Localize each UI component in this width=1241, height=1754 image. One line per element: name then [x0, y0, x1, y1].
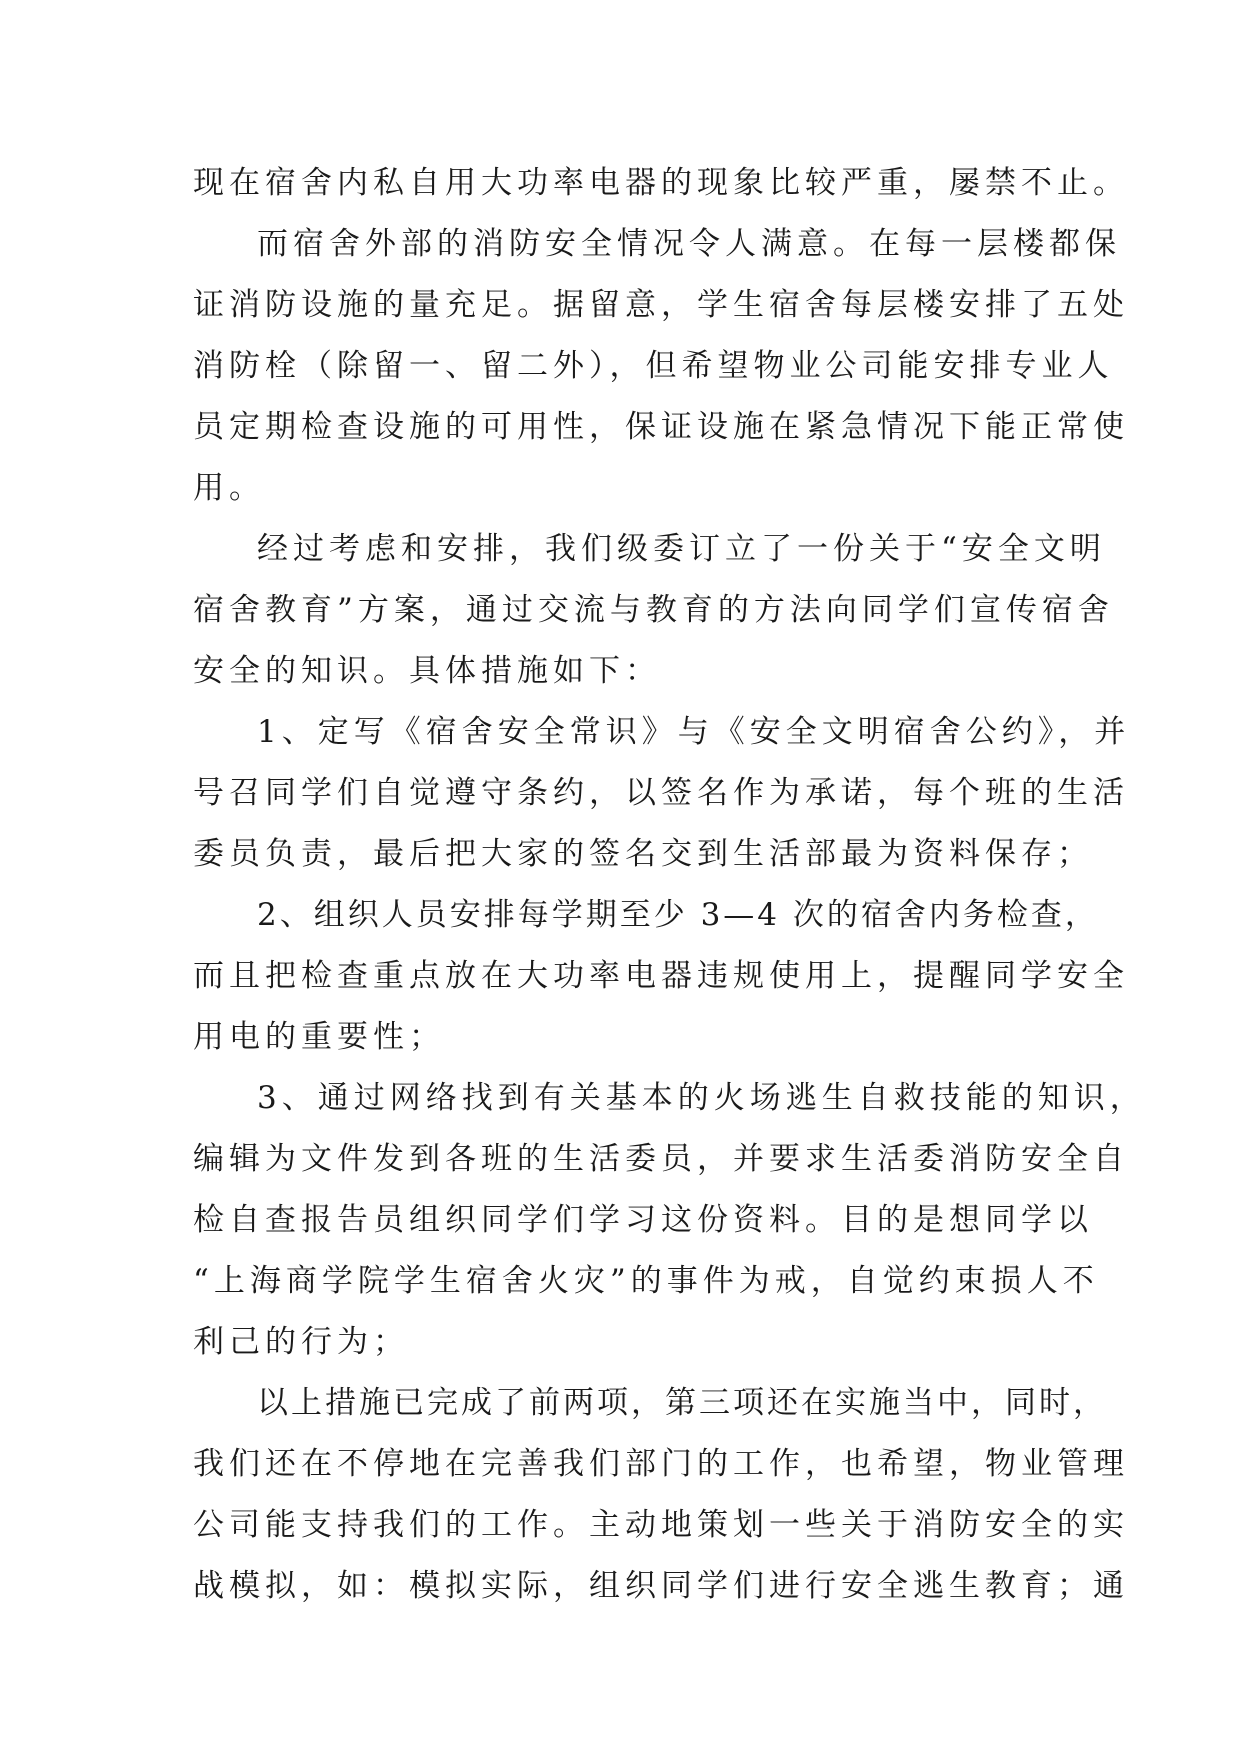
paragraph-first-line: 经过考虑和安排，我们级委订立了一份关于“安全文明: [257, 531, 1106, 567]
paragraph-first-line: 而宿舍外部的消防安全情况令人满意。在每一层楼都保: [257, 226, 1121, 262]
text-line: 员定期检查设施的可用性，保证设施在紧急情况下能正常使: [193, 409, 1129, 445]
text-line: 而且把检查重点放在大功率电器违规使用上，提醒同学安全: [193, 958, 1129, 994]
text-line: 检自查报告员组织同学们学习这份资料。目的是想同学以: [193, 1202, 1093, 1238]
text-line: 宿舍教育”方案，通过交流与教育的方法向同学们宣传宿舍: [193, 592, 1114, 628]
paragraph-first-line: 以上措施已完成了前两项，第三项还在实施当中，同时，: [257, 1385, 1107, 1421]
text-line: 现在宿舍内私自用大功率电器的现象比较严重，屡禁不止。: [193, 165, 1129, 201]
text-line: 编辑为文件发到各班的生活委员，并要求生活委消防安全自: [193, 1141, 1129, 1177]
list-item-3-first-line: 3、通过网络找到有关基本的火场逃生自救技能的知识，: [257, 1080, 1146, 1116]
paragraph-last-line: 利己的行为；: [193, 1324, 409, 1360]
paragraph-last-line: 安全的知识。具体措施如下：: [193, 653, 661, 689]
text-line: “上海商学院学生宿舍火灾”的事件为戒，自觉约束损人不: [193, 1263, 1099, 1299]
text-line: 我们还在不停地在完善我们部门的工作，也希望，物业管理: [193, 1446, 1129, 1482]
text-line: 号召同学们自觉遵守条约，以签名作为承诺，每个班的生活: [193, 775, 1129, 811]
paragraph-last-line: 委员负责，最后把大家的签名交到生活部最为资料保存；: [193, 836, 1093, 872]
text-line: 消防栓（除留一、留二外），但希望物业公司能安排专业人: [193, 348, 1114, 384]
list-item-1-first-line: 1、定写《宿舍安全常识》与《安全文明宿舍公约》，并: [257, 714, 1131, 750]
paragraph-last-line: 用。: [193, 470, 265, 506]
list-item-2-first-line: 2、组织人员安排每学期至少 3—4 次的宿舍内务检查，: [257, 897, 1099, 933]
text-line: 证消防设施的量充足。据留意，学生宿舍每层楼安排了五处: [193, 287, 1129, 323]
paragraph-last-line: 用电的重要性；: [193, 1019, 445, 1055]
text-line: 战模拟，如：模拟实际，组织同学们进行安全逃生教育；通: [193, 1568, 1129, 1604]
text-line: 公司能支持我们的工作。主动地策划一些关于消防安全的实: [193, 1507, 1129, 1543]
